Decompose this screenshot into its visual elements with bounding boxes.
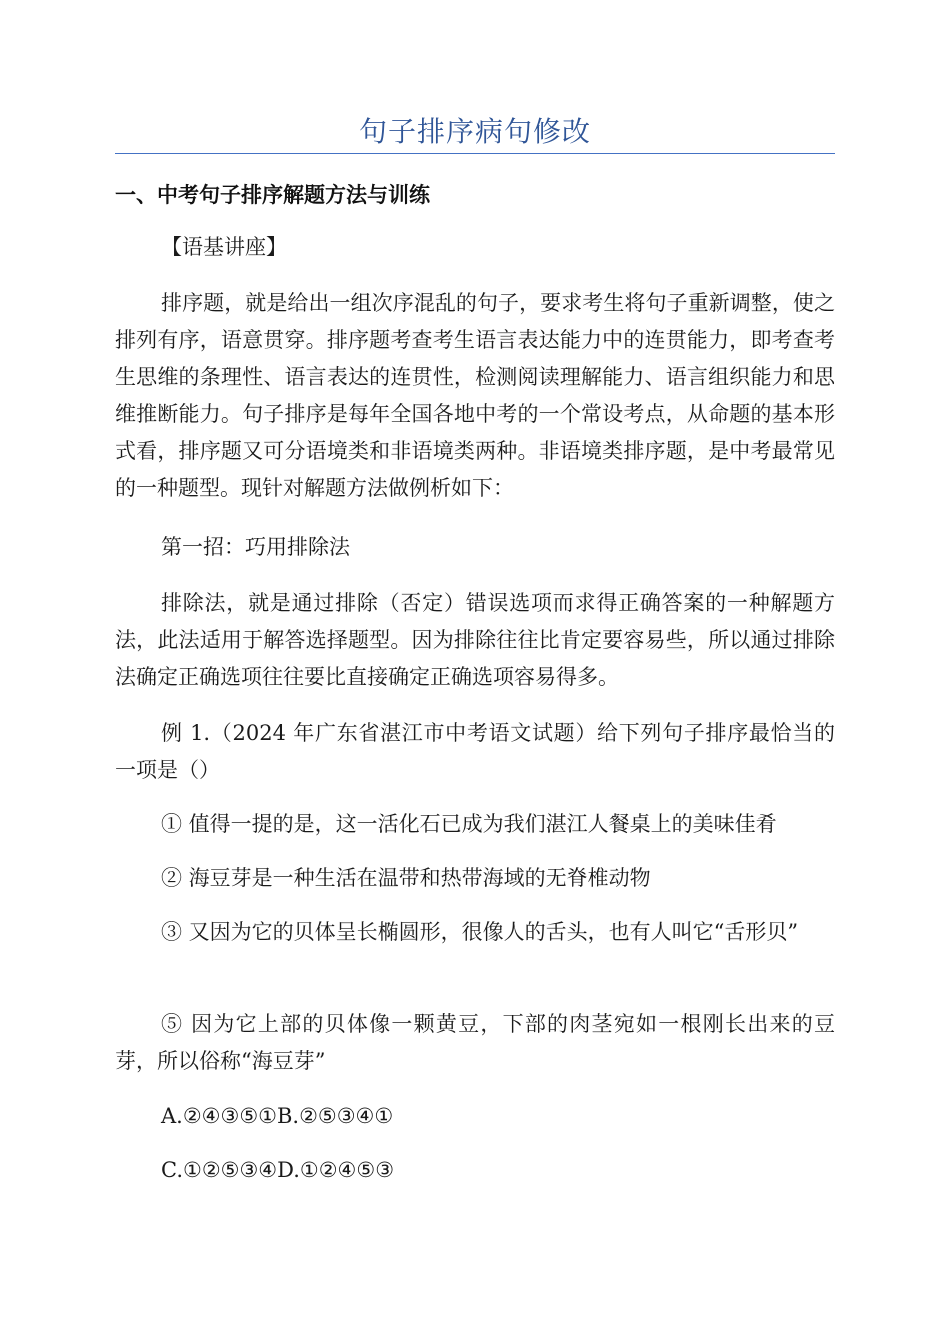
intro-paragraph: 排序题，就是给出一组次序混乱的句子，要求考生将句子重新调整，使之排列有序，语意贯穿。排序题考查考生语言表达能力中的连贯能力，即考查考生思维的条理性、语言表达的连贯性，检测阅读理解能力、语言组织能力和思维推断能力。句子排序是每年全国各地中考的一个常设考点，从命题的基本形式看，排序题又可分语境类和非语境类两种。非语境类排序题，是中考最常见的一种题型。现针对解题方法做例析如下： — [115, 291, 835, 500]
sentence-item: ① 值得一提的是，这一活化石已成为我们湛江人餐桌上的美味佳肴 — [161, 812, 777, 836]
method-one-paragraph: 排除法，就是通过排除（否定）错误选项而求得正确答案的一种解题方法，此法适用于解答选择题型。因为排除往往比肯定要容易些，所以通过排除法确定正确选项往往要比直接确定正确选项容易得多。 — [115, 591, 835, 689]
title-underline — [115, 153, 835, 154]
method-one-heading: 第一招：巧用排除法 — [161, 535, 350, 559]
answer-options-ab: A.②④③⑤①B.②⑤③④① — [161, 1104, 394, 1128]
example-one-prompt: 例 1.（2024 年广东省湛江市中考语文试题）给下列句子排序最恰当的一项是（） — [115, 721, 835, 782]
lecture-label: 【语基讲座】 — [161, 235, 287, 259]
sentence-item: ② 海豆芽是一种生活在温带和热带海域的无脊椎动物 — [161, 866, 651, 890]
answer-options-cd: C.①②⑤③④D.①②④⑤③ — [161, 1158, 395, 1182]
section-heading: 一、中考句子排序解题方法与训练 — [115, 182, 430, 207]
sentence-item: ③ 又因为它的贝体呈长椭圆形，很像人的舌头，也有人叫它“舌形贝” — [161, 920, 799, 944]
document-title: 句子排序病句修改 — [358, 115, 591, 148]
sentence-item: ⑤ 因为它上部的贝体像一颗黄豆，下部的肉茎宛如一根刚长出来的豆芽，所以俗称“海豆芽” — [115, 1012, 835, 1073]
